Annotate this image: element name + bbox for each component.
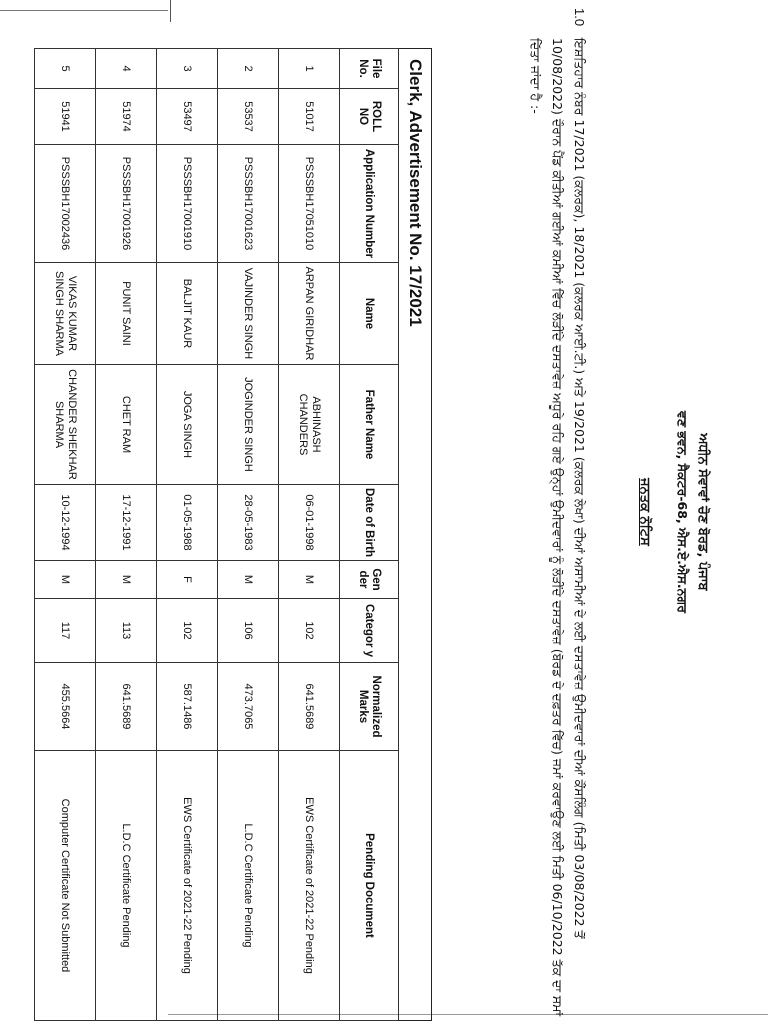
cell-application-number: PSSSBH17001910 bbox=[157, 145, 218, 263]
cell-application-number: PSSSBH17051010 bbox=[279, 145, 340, 263]
cell-normalized-marks: 587.1486 bbox=[157, 663, 218, 751]
col-file-no: File No. bbox=[340, 49, 399, 89]
organization-name: ਅਧੀਨ ਸੇਵਾਵਾਂ ਚੋਣ ਬੋਰਡ, ਪੰਜਾਬ bbox=[695, 433, 710, 591]
table-header-row bbox=[340, 49, 399, 1021]
cell-normalized-marks: 641.5689 bbox=[279, 663, 340, 751]
cell-file-no: 1 bbox=[279, 49, 340, 89]
cell-roll-no: 51941 bbox=[35, 89, 96, 145]
cell-roll-no: 53497 bbox=[157, 89, 218, 145]
cell-file-no: 2 bbox=[218, 49, 279, 89]
cell-normalized-marks: 641.5689 bbox=[96, 663, 157, 751]
cell-category: 113 bbox=[96, 599, 157, 663]
cell-father-name: CHET RAM bbox=[96, 365, 157, 485]
cell-date-of-birth: 10-12-1994 bbox=[35, 485, 96, 561]
col-application-number: Application Number bbox=[340, 145, 399, 263]
candidate-table bbox=[34, 48, 432, 1021]
cell-date-of-birth: 17-12-1991 bbox=[96, 485, 157, 561]
cell-category: 106 bbox=[218, 599, 279, 663]
cell-gender: F bbox=[157, 561, 218, 599]
table-row bbox=[218, 49, 279, 1021]
cell-gender: M bbox=[279, 561, 340, 599]
col-pending-document: Pending Document bbox=[340, 751, 399, 1021]
col-roll-no: ROLL NO bbox=[340, 89, 399, 145]
cell-name: ARPAN GIRIDHAR bbox=[279, 263, 340, 365]
cell-date-of-birth: 28-05-1983 bbox=[218, 485, 279, 561]
candidate-table-container bbox=[34, 48, 432, 1020]
cell-application-number: PSSSBH17002436 bbox=[35, 145, 96, 263]
cell-pending-document: L.D.C Certificate Pending bbox=[218, 751, 279, 1021]
cell-normalized-marks: 455.5664 bbox=[35, 663, 96, 751]
col-gender: Gen der bbox=[340, 561, 399, 599]
cell-pending-document: L.D.C Certificate Pending bbox=[96, 751, 157, 1021]
table-row bbox=[279, 49, 340, 1021]
notice-title: ਜਨਤਕ ਨੋਟਿਸ bbox=[637, 478, 652, 546]
table-row bbox=[35, 49, 96, 1021]
cell-gender: M bbox=[35, 561, 96, 599]
cell-file-no: 4 bbox=[96, 49, 157, 89]
cell-name: PUNIT SAINI bbox=[96, 263, 157, 365]
cell-pending-document: Computer Certificate Not Submitted bbox=[35, 751, 96, 1021]
cell-roll-no: 51974 bbox=[96, 89, 157, 145]
cell-father-name: CHANDER SHEKHAR SHARMA bbox=[35, 365, 96, 485]
cell-roll-no: 53537 bbox=[218, 89, 279, 145]
table-row bbox=[157, 49, 218, 1021]
cell-category: 102 bbox=[279, 599, 340, 663]
cell-pending-document: EWS Certificate of 2021-22 Pending bbox=[279, 751, 340, 1021]
table-row bbox=[96, 49, 157, 1021]
cell-gender: M bbox=[218, 561, 279, 599]
cell-application-number: PSSSBH17001623 bbox=[218, 145, 279, 263]
col-normalized-marks: Normalized Marks bbox=[340, 663, 399, 751]
cell-father-name: JOGINDER SINGH bbox=[218, 365, 279, 485]
organization-address: ਵਣ ਭਵਨ, ਸੈਕਟਰ-68, ਐਸ.ਏ.ਐਸ.ਨਗਰ bbox=[675, 411, 690, 613]
col-category: Categor y bbox=[340, 599, 399, 663]
cell-category: 102 bbox=[157, 599, 218, 663]
cell-category: 117 bbox=[35, 599, 96, 663]
cell-normalized-marks: 473.7065 bbox=[218, 663, 279, 751]
cell-date-of-birth: 01-05-1988 bbox=[157, 485, 218, 561]
cell-pending-document: EWS Certificate of 2021-22 Pending bbox=[157, 751, 218, 1021]
cell-roll-no: 51017 bbox=[279, 89, 340, 145]
col-name: Name bbox=[340, 263, 399, 365]
cell-name: VIKAS KUMAR SINGH SHARMA bbox=[35, 263, 96, 365]
cell-file-no: 5 bbox=[35, 49, 96, 89]
paragraph-text: ਇਸ਼ਤਿਹਾਰ ਨੰਬਰ 17/2021 (ਕਲਰਕ), 18/2021 (ਕਲਰਕ ਆਈ.ਟੀ.) ਅਤੇ 19/2021 (ਕਲਰਕ ਲੇਖਾ) ਦੀਆਂ ਅਸਾਮੀਆਂ ਦੇ ਲਈ ਦਸਤਾਵੇਜ਼ ਉਮੀਦਵਾਰਾਂ ਦੀਆਂ ਕੌਂਸਲਿੰਗ (ਮਿਤੀ 03/08/2022 ਤੋਂ 10/08/2022) ਦੌਰਾਨ ਪੈਂਡ ਕੀਤੀਆਂ ਗਈਆਂ ਕਮੀਆਂ ਵਿੱਚ ਲੋੜੀਂਦੇ ਦਸਤਾਵੇਜ਼ ਅਧੂਰੇ ਰਹਿ ਗਏ ਉਨ੍ਹਾਂ ਉਮੀਦਵਾਰਾਂ ਨੂੰ ਲੋੜੀਂਦੇ ਦਸਤਾਵੇਜ਼ (ਬੋਰਡ ਦੇ ਦਫ਼ਤਰ ਵਿੱਚ) ਜਮਾਂ ਕਰਵਾਉਣ ਲਈ ਮਿਤੀ 06/10/2022 ਤੱਕ ਦਾ ਸਮਾਂ ਦਿੱਤਾ ਜਾਂਦਾ ਹੈ :- bbox=[528, 38, 587, 1016]
paragraph-number: 1.0 bbox=[572, 8, 587, 27]
cell-application-number: PSSSBH17001926 bbox=[96, 145, 157, 263]
notice-paragraph bbox=[524, 8, 590, 1016]
cell-father-name: ABHINASH CHANDERS bbox=[279, 365, 340, 485]
cell-gender: M bbox=[96, 561, 157, 599]
col-date-of-birth: Date of Birth bbox=[340, 485, 399, 561]
table-caption: Clerk, Advertisement No. 17/2021 bbox=[399, 48, 432, 1021]
cell-name: BALJIT KAUR bbox=[157, 263, 218, 365]
col-father-name: Father Name bbox=[340, 365, 399, 485]
cell-file-no: 3 bbox=[157, 49, 218, 89]
cell-name: VAJINDER SINGH bbox=[218, 263, 279, 365]
cell-father-name: JOGA SINGH bbox=[157, 365, 218, 485]
cell-date-of-birth: 06-01-1998 bbox=[279, 485, 340, 561]
